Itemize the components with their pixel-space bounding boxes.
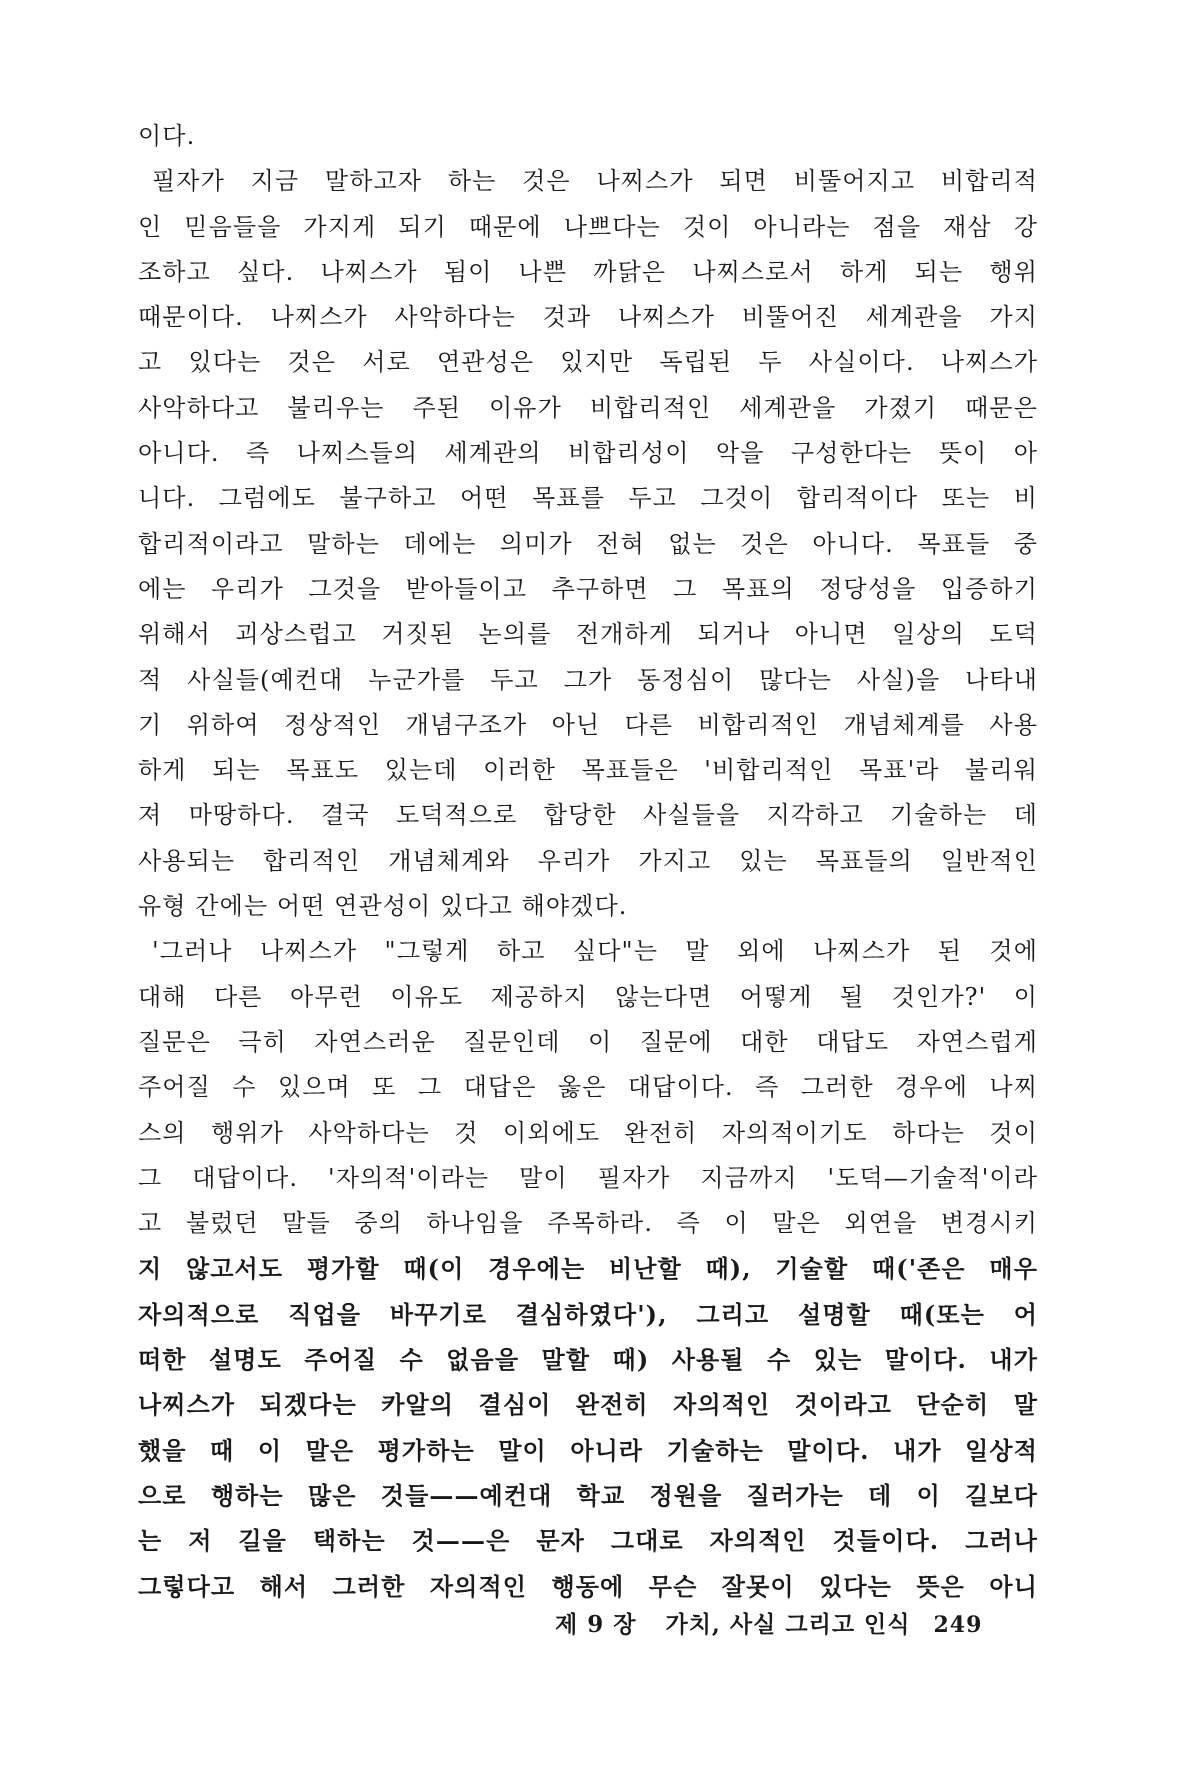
text-line: 유형 간에는 어떤 연관성이 있다고 해야겠다. — [138, 892, 628, 921]
text-line: 져 마땅하다. 결국 도덕적으로 합당한 사실들을 지각하고 기술하는 데 — [138, 801, 1038, 830]
text-line: 주어질 수 있으며 또 그 대답은 옳은 대답이다. 즉 그러한 경우에 나찌 — [138, 1073, 1038, 1102]
text-line: '그러나 나찌스가 "그렇게 하고 싶다"는 말 외에 나찌스가 된 것에 — [152, 937, 1038, 966]
text-line: 사용되는 합리적인 개념체계와 우리가 가지고 있는 목표들의 일반적인 — [138, 846, 1038, 875]
text-line: 인 믿음들을 가지게 되기 때문에 나쁘다는 것이 아니라는 점을 재삼 강 — [138, 212, 1038, 241]
text-line: 합리적이라고 말하는 데에는 의미가 전혀 없는 것은 아니다. 목표들 중 — [138, 529, 1038, 558]
running-footer — [555, 1605, 982, 1645]
text-line: 스의 행위가 사악하다는 것 이외에도 완전히 자의적이기도 하다는 것이 — [138, 1118, 1038, 1147]
text-line: 기 위하여 정상적인 개념구조가 아닌 다른 비합리적인 개념체계를 사용 — [138, 710, 1038, 739]
body-text — [138, 114, 1038, 1609]
text-line: 지 않고서도 평가할 때(이 경우에는 비난할 때), 기술할 때('존은 매우 — [138, 1254, 1038, 1284]
text-line: 적 사실들(예컨대 누군가를 두고 그가 동정심이 많다는 사실)을 나타내 — [138, 665, 1038, 694]
text-line: 이다. — [138, 122, 196, 150]
text-line: 자의적으로 직업을 바꾸기로 결심하였다'), 그리고 설명할 때(또는 어 — [138, 1299, 1038, 1329]
text-line: 에는 우리가 그것을 받아들이고 추구하면 그 목표의 정당성을 입증하기 — [138, 574, 1038, 603]
text-line: 필자가 지금 말하고자 하는 것은 나찌스가 되면 비뚤어지고 비합리적 — [152, 167, 1038, 196]
text-line: 니다. 그럼에도 불구하고 어떤 목표를 두고 그것이 합리적이다 또는 비 — [138, 484, 1038, 513]
text-line: 나찌스가 되겠다는 카알의 결심이 완전히 자의적인 것이라고 단순히 말 — [138, 1390, 1038, 1420]
text-line: 조하고 싶다. 나찌스가 됨이 나쁜 까닭은 나찌스로서 하게 되는 행위 — [138, 257, 1038, 286]
text-line: 떠한 설명도 주어질 수 없음을 말할 때) 사용될 수 있는 말이다. 내가 — [138, 1345, 1038, 1375]
text-line: 아니다. 즉 나찌스들의 세계관의 비합리성이 악을 구성한다는 뜻이 아 — [138, 439, 1038, 468]
text-line: 위해서 괴상스럽고 거짓된 논의를 전개하게 되거나 아니면 일상의 도덕 — [138, 620, 1038, 649]
chapter-label: 제 9 장 — [555, 1611, 637, 1638]
text-line: 질문은 극히 자연스러운 질문인데 이 질문에 대한 대답도 자연스럽게 — [138, 1027, 1038, 1056]
text-line: 했을 때 이 말은 평가하는 말이 아니라 기술하는 말이다. 내가 일상적 — [138, 1435, 1038, 1465]
text-line: 대해 다른 아무런 이유도 제공하지 않는다면 어떻게 될 것인가?' 이 — [138, 982, 1038, 1011]
text-line: 하게 되는 목표도 있는데 이러한 목표들은 '비합리적인 목표'라 불리워 — [138, 756, 1038, 785]
text-line: 사악하다고 불리우는 주된 이유가 비합리적인 세계관을 가졌기 때문은 — [138, 393, 1038, 422]
text-line: 고 있다는 것은 서로 연관성은 있지만 독립된 두 사실이다. 나찌스가 — [138, 348, 1038, 377]
text-line: 는 저 길을 택하는 것——은 문자 그대로 자의적인 것들이다. 그러나 — [138, 1526, 1038, 1556]
text-line: 그 대답이다. '자의적'이라는 말이 필자가 지금까지 '도덕—기술적'이라 — [138, 1163, 1038, 1192]
text-line: 그렇다고 해서 그러한 자의적인 행동에 무슨 잘못이 있다는 뜻은 아니 — [138, 1571, 1038, 1601]
page-number: 249 — [933, 1612, 983, 1638]
text-line: 고 불렀던 말들 중의 하나임을 주목하라. 즉 이 말은 외연을 변경시키 — [138, 1209, 1038, 1238]
text-line: 으로 행하는 많은 것들——예컨대 학교 정원을 질러가는 데 이 길보다 — [138, 1480, 1038, 1510]
chapter-title: 가치, 사실 그리고 인식 — [665, 1611, 911, 1638]
text-line: 때문이다. 나찌스가 사악하다는 것과 나찌스가 비뚤어진 세계관을 가지 — [138, 303, 1038, 332]
